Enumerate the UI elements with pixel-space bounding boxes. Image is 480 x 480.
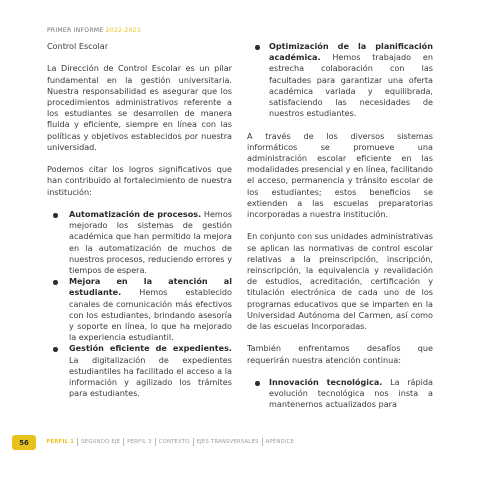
- section-nav: [45, 438, 296, 446]
- achievements-list: [47, 209, 232, 399]
- bullet-dot: [53, 347, 58, 352]
- running-header: [47, 27, 141, 34]
- list-item-title: Gestión eficiente de expedientes.: [69, 343, 232, 354]
- list-item: [247, 41, 433, 119]
- nav-divider: [77, 438, 78, 446]
- list-item-text: Hemos establecido canales de comunicación más efectivos con los estudiantes, brindando asesoría y soporte en línea, lo que ha mejorado la experiencia estudiantil.: [69, 287, 232, 343]
- bullet-dot: [53, 213, 58, 218]
- section-title: Control Escolar: [47, 41, 109, 51]
- list-item: [47, 209, 232, 276]
- nav-item-segundo-eje[interactable]: SEGUNDO EJE: [81, 439, 121, 445]
- intro-paragraph: La Dirección de Control Escolar es un pilar fundamental en la gestión universitaria. Nuestra responsabilidad es asegurar que los procedimientos administrativos referente a los estudiantes se desarrollen de manera fluida y eficiente, siempre en línea con las políticas y objetivos establecidos por nuestra universidad.: [47, 63, 232, 152]
- list-item-text: Hemos trabajado en estrecha colaboración con las facultades para garantizar una oferta académica variada y equilibrada, satisfaciendo las necesidades de nuestros estudiantes.: [269, 52, 433, 119]
- nav-item-apendice[interactable]: APÉNDICE: [265, 439, 294, 445]
- list-item: [47, 343, 232, 399]
- page-footer: [0, 428, 480, 454]
- header-prefix: PRIMER INFORME: [47, 27, 106, 34]
- nav-divider: [123, 438, 124, 446]
- list-item-title: Optimización de la planificación académica.: [269, 41, 433, 63]
- challenges-list: [247, 377, 433, 411]
- achievements-intro-paragraph: Podemos citar los logros significativos que han contribuido al fortalecimiento de nuestra institución:: [47, 164, 232, 197]
- nav-divider: [193, 438, 194, 446]
- systems-paragraph: A través de los diversos sistemas informáticos se promueve una administración escolar eficiente en las modalidades presencial y en línea, facilitando el acceso, permanencia y tránsito escolar de los estudiantes; estos beneficios se extienden a las escuelas preparatorias incorporadas a nuestra institución.: [247, 130, 433, 220]
- bullet-dot: [255, 381, 260, 386]
- list-item-text: La digitalización de expedientes estudiantiles ha facilitado el acceso a la información y agilizado los trámites para estudiantes.: [69, 354, 232, 399]
- bullet-dot: [53, 280, 58, 285]
- nav-divider: [155, 438, 156, 446]
- regulations-paragraph: En conjunto con sus unidades administrativas se aplican las normativas de control escolar relativas a la preinscripción, inscripción, reinscripción, la equivalencia y revalidación de estudios, acreditación, certificación y titulación electrónica de cada uno de los programas educativos que se imparten en la Universidad Autónoma del Carmen, así como de las escuelas Incorporadas.: [247, 231, 433, 332]
- list-item: [47, 276, 232, 343]
- nav-item-perfil-3[interactable]: PERFIL 3: [127, 439, 152, 445]
- list-item-text: La rápida evolución tecnológica nos insta a mantenernos actualizados para: [269, 377, 434, 410]
- list-item-title: Automatización de procesos.: [69, 209, 202, 219]
- list-item-title: Innovación tecnológica.: [269, 377, 383, 388]
- right-column: [247, 41, 433, 411]
- nav-divider: [262, 438, 263, 446]
- nav-item-perfil-1[interactable]: PERFIL 1: [46, 439, 75, 445]
- list-item-title: Mejora en la atención al estudiante.: [69, 276, 232, 298]
- list-item-text: Hemos mejorado los sistemas de gestión académica que han permitido la mejora en la automatización de muchos de nuestros procesos, reduciendo errores y tiempos de espera.: [69, 209, 232, 276]
- list-item: [247, 377, 433, 411]
- bullet-dot: [255, 45, 260, 50]
- page-number-badge: 56: [12, 435, 36, 450]
- challenges-intro-paragraph: También enfrentamos desafíos que requerirán nuestra atención continua:: [247, 343, 433, 365]
- header-year: 2022-2023: [105, 27, 141, 34]
- nav-item-ejes-transversales[interactable]: EJES TRANSVERSALES: [196, 439, 259, 445]
- nav-item-contexto[interactable]: CONTEXTO: [158, 439, 190, 445]
- planning-list: [247, 41, 433, 119]
- left-column: [47, 41, 232, 399]
